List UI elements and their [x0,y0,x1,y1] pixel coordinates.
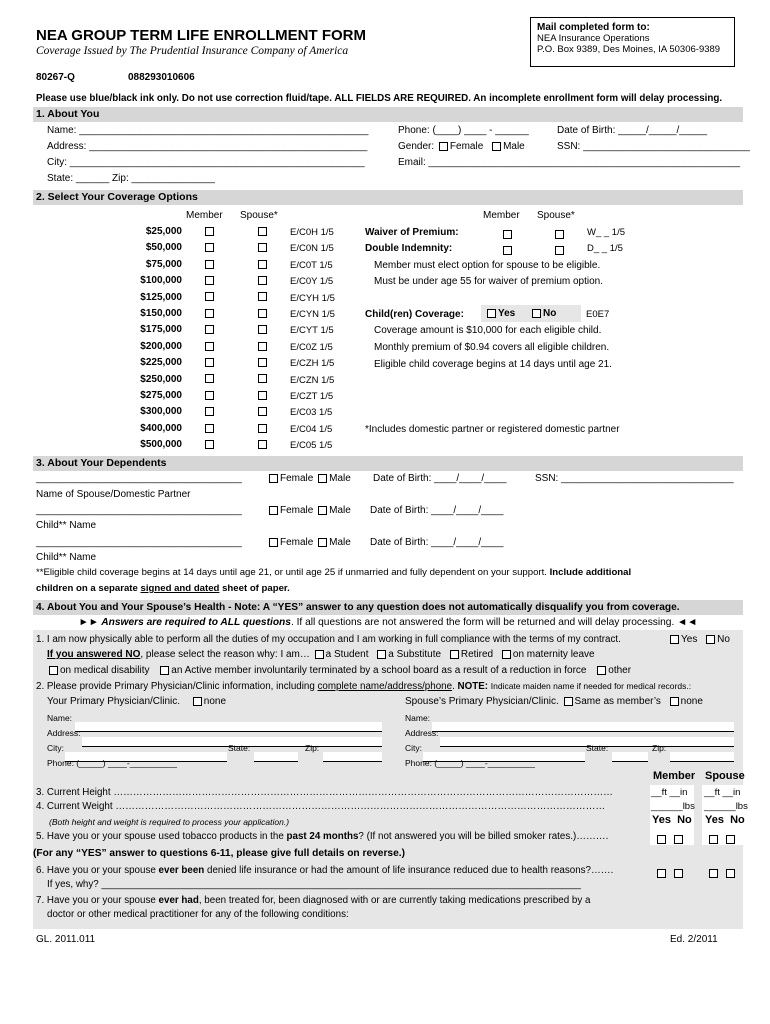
q1-yes-label: Yes [681,634,698,645]
coverage-member-checkbox[interactable] [203,324,216,335]
email-field[interactable]: Email: ________________________________________________________ [398,157,741,168]
spouse-physician-label: Spouse’s Primary Physician/Clinic. [405,696,559,707]
answers-required-banner [33,616,743,630]
question-7-cont: doctor or other medical practitioner for any of the following conditions: [47,909,349,920]
member-yes-header: Yes [652,814,671,826]
form-subtitle: Coverage Issued by The Prudential Insurance Company of America [36,45,349,57]
spouse-phys-name-input[interactable] [432,722,734,732]
q5-member-no[interactable] [674,835,683,844]
dependent-note-text: **Eligible child coverage begins at 14 days until age 21, or until age 25 if unmarried and fully dependent on your support. [36,567,547,578]
q2-text: 2. Please provide Primary Physician/Clinic information, including [36,681,315,692]
coverage-amount: $25,000 [145,226,182,237]
spouse-phys-zip-input[interactable] [670,752,734,762]
height-weight-note: (Both height and weight is required to process your application.) [49,817,290,827]
children-no-checkbox[interactable] [532,309,541,318]
gender-label: Gender: [398,141,435,152]
spouse-phys-city-label: City: [405,743,422,753]
spouse-male-checkbox[interactable] [318,474,327,483]
q1-reason-row-2 [47,665,631,676]
coverage-spouse-checkbox[interactable] [256,374,269,385]
q6-text-c: denied life insurance or had the amount of life insurance reduced due to health reasons?……. [207,865,614,876]
other-checkbox[interactable] [597,666,606,675]
q6-why-field[interactable]: If yes, why? ________________________________________________________________________________________ [47,879,581,890]
state-zip-field[interactable]: State: ______ Zip: _______________ [47,173,215,184]
child-note-3: Eligible child coverage begins at 14 days until age 21. [374,359,612,370]
coverage-code: E/CYH 1/5 [290,292,335,304]
coverage-amount: $400,000 [140,422,182,434]
coverage-code: E/C0N 1/5 [290,243,334,255]
q6-spouse-checkboxes [707,865,737,883]
mail-line1: NEA Insurance Operations [537,33,650,44]
spouse-phys-phone-field[interactable]: Phone: (_____) ____-__________ [405,758,535,768]
substitute-label: a Substitute [388,649,442,660]
question-7 [36,895,590,906]
child2-gender [267,537,351,548]
q6-text-a: 6. Have you or your spouse [36,865,156,876]
q5-spouse-checkboxes [707,831,737,849]
student-label: a Student [325,649,369,660]
spouse-gender [267,473,351,484]
dependent-line-1[interactable]: _____________________________________ [36,473,242,484]
q2-note-text: Indicate maiden name if needed for medical records.: [490,681,692,691]
coverage-member-checkbox[interactable] [203,374,216,385]
spouse-phys-name-label: Name: [405,713,431,723]
other-label: other [608,665,632,676]
maternity-checkbox[interactable] [502,650,511,659]
form-code: 80267-Q [36,72,75,83]
coverage-amount: $100,000 [140,275,182,287]
coverage-member-checkbox[interactable] [203,357,216,368]
spouse-phys-address-label: Address: [405,728,439,738]
section-1-header: 1. About You [33,107,743,122]
q1-no-checkbox[interactable] [706,635,715,644]
male-checkbox[interactable] [492,142,501,151]
double-member-checkbox[interactable] [501,242,514,260]
child2-male-label: Male [329,537,351,548]
children-yes-checkbox[interactable] [487,309,496,318]
maternity-label: on maternity leave [512,649,595,660]
question-4: 4. Current Weight …………………………………………………………………………………………………………………………………… [36,801,606,812]
q5-member-yes[interactable] [657,835,666,844]
spouse-height-field[interactable]: __ft __in [704,787,741,798]
coverage-member-checkbox[interactable] [203,242,216,253]
phys-name-label: Name: [47,713,73,723]
q1-yes-checkbox[interactable] [670,635,679,644]
coverage-code: E/CZN 1/5 [290,374,335,386]
double-code: D_ _ 1/5 [587,243,623,254]
mail-line2: P.O. Box 9389, Des Moines, IA 50306-9389 [537,44,721,55]
coverage-spouse-checkbox[interactable] [256,423,269,434]
section-3-header: 3. About Your Dependents [33,456,743,471]
coverage-amount: $275,000 [140,390,182,401]
phys-city-label: City: [47,743,64,753]
phone-field[interactable]: Phone: (____) ____ - ______ [398,125,529,136]
double-spouse-checkbox[interactable] [553,242,566,260]
male-label: Male [503,141,525,152]
coverage-spouse-checkbox[interactable] [256,406,269,417]
child2-female-label: Female [280,537,314,548]
your-physician-none-label: none [203,696,227,707]
coverage-code: E/C05 1/5 [290,440,333,452]
coverage-code: E/C0T 1/5 [290,259,333,271]
phys-zip-label: Zip: [305,743,320,753]
coverage-spouse-checkbox[interactable] [256,226,269,237]
note-waiver-age: Must be under age 55 for waiver of premium option. [374,276,604,287]
retired-checkbox[interactable] [450,650,459,659]
child2-name-label: Child** Name [36,552,97,563]
q1-reason: , please select the reason why: I am… [140,649,310,660]
child2-male-checkbox[interactable] [318,538,327,547]
child1-name-label: Child** Name [36,520,97,531]
details-note: (For any “YES” answer to questions 6-11, please give full details on reverse.) [33,848,405,859]
active-terminated-label: an Active member involuntarily terminated by a school board as a result of a reduction in force [171,665,587,676]
col-member-2: Member [483,210,520,221]
spouse-yes-header: Yes [705,814,724,826]
col-spouse-2: Spouse* [537,210,575,221]
child1-male-checkbox[interactable] [318,506,327,515]
city-field[interactable]: City: _____________________________________________________ [47,157,365,168]
spouse-physician-none-checkbox[interactable] [670,697,679,706]
q6-member-no[interactable] [674,869,683,878]
coverage-code: E/CYT 1/5 [290,325,334,337]
question-5 [36,831,608,842]
gender-group [398,141,525,152]
dob-field[interactable]: Date of Birth: _____/_____/_____ [557,125,708,136]
coverage-amount: $500,000 [140,439,182,451]
coverage-member-checkbox[interactable] [203,341,216,352]
answers-rest: . If all questions are not answered the form will be returned and will delay processing. ◄◄ [290,617,698,628]
child-note-2: Monthly premium of $0.94 covers all eligible children. [374,342,610,353]
child1-female-checkbox[interactable] [269,506,278,515]
coverage-spouse-checkbox[interactable] [256,242,269,253]
coverage-amount: $200,000 [140,340,182,352]
q5-spouse-yes[interactable] [709,835,718,844]
coverage-amount: $50,000 [145,242,182,254]
coverage-amount: $75,000 [145,258,182,270]
dependent-note-2 [36,583,290,594]
question-6 [36,865,613,876]
child1-dob-field[interactable]: Date of Birth: ____/____/____ [370,505,504,516]
child2-female-checkbox[interactable] [269,538,278,547]
q5-text-c: ? (If not answered you will be billed smoker rates.)………. [358,831,609,842]
spouse-male-label: Male [329,473,351,484]
children-yes-label: Yes [498,308,516,319]
q1-no-label: No [717,634,730,645]
double-label: Double Indemnity: [365,243,453,254]
phys-state-label: State: [228,743,251,753]
form-title: NEA GROUP TERM LIFE ENROLLMENT FORM [36,27,366,44]
name-field[interactable]: Name: ____________________________________________________ [47,125,369,136]
coverage-amount: $125,000 [140,291,182,303]
spouse-weight-field[interactable]: ______lbs [704,801,748,812]
q5-text-b: past 24 months [286,831,359,842]
phys-phone-field[interactable]: Phone: (_____) ____-__________ [47,758,177,768]
your-physician-label: Your Primary Physician/Clinic. [47,696,181,707]
question-3: 3. Current Height ……………………………………………………………………………………………………………………………………… [36,787,613,798]
coverage-amount: $175,000 [140,324,182,336]
coverage-amount: $150,000 [140,308,182,319]
retired-label: Retired [460,649,494,660]
coverage-spouse-checkbox[interactable] [256,292,269,303]
disability-label: on medical disability [60,665,150,676]
q6-text-b: ever been [158,865,205,876]
coverage-code: E/CZH 1/5 [290,358,335,370]
mail-box [530,17,735,67]
spouse-no-header: No [730,814,745,826]
mail-heading: Mail completed form to: [537,22,650,33]
member-no-header: No [677,814,692,826]
children-code: E0E7 [586,309,610,320]
spouse-name-label: Name of Spouse/Domestic Partner [36,489,191,500]
q6-member-checkboxes [655,865,685,883]
coverage-member-checkbox[interactable] [203,308,216,319]
children-no-label: No [543,308,557,319]
spouse-physician-row [405,696,703,707]
q5-member-checkboxes [655,831,685,849]
q7-text-a: 7. Have you or your spouse [36,895,156,906]
coverage-amount: $300,000 [140,406,182,418]
same-as-member-label: Same as member’s [574,696,661,707]
domestic-partner-footnote: *Includes domestic partner or registered domestic partner [365,424,620,435]
coverage-spouse-checkbox[interactable] [256,324,269,335]
phys-state-input[interactable] [254,752,298,762]
col-spouse: Spouse* [240,210,278,221]
spouse-physician-none-label: none [680,696,703,707]
spouse-female-checkbox[interactable] [269,474,278,483]
answers-lead: ►► Answers are required to ALL questions [78,617,291,628]
note-spouse-eligible: Member must elect option for spouse to be eligible. [374,260,601,271]
q1-reason-row [47,649,595,660]
instructions: Please use blue/black ink only. Do not use correction fluid/tape. ALL FIELDS ARE REQUIRED. An incomplete enrollment form will delay processing. [36,93,723,104]
child2-dob-field[interactable]: Date of Birth: ____/____/____ [370,537,504,548]
coverage-code: E/C0Y 1/5 [290,276,334,288]
address-field[interactable]: Address: __________________________________________________ [47,141,368,152]
child1-female-label: Female [280,505,314,516]
member-weight-field[interactable]: ______lbs [651,801,695,812]
children-label: Child(ren) Coverage: [365,309,464,320]
coverage-spouse-checkbox[interactable] [256,275,269,286]
child1-gender [267,505,351,516]
your-physician-none-checkbox[interactable] [193,697,202,706]
dependent-note-c: children on a separate [36,583,138,594]
q1-if-no: If you answered NO [47,649,141,660]
spouse-phys-zip-label: Zip: [652,743,667,753]
dependent-note-bold: Include additional [549,567,632,578]
coverage-code: E/C03 1/5 [290,407,333,419]
dependent-note-d: signed and dated [140,583,220,594]
footer-edition: Ed. 2/2011 [670,934,718,945]
q5-text-a: 5. Have you or your spouse used tobacco products in the [36,831,284,842]
spouse-female-label: Female [280,473,314,484]
dependent-line-2[interactable]: _____________________________________ [36,505,242,516]
spouse-yes-no-header [705,814,745,826]
coverage-spouse-checkbox[interactable] [256,439,269,450]
coverage-spouse-checkbox[interactable] [256,390,269,401]
child1-male-label: Male [329,505,351,516]
question-2: 2. Please provide Primary Physician/Clinic information, including complete name/address/phone. NOTE: Indicate maiden name if needed for medical records.: [36,681,692,692]
waiver-code: W_ _ 1/5 [587,227,626,238]
substitute-checkbox[interactable] [377,650,386,659]
spouse-phys-state-label: State: [586,743,609,753]
coverage-member-checkbox[interactable] [203,423,216,434]
coverage-spouse-checkbox[interactable] [256,357,269,368]
children-options [485,308,556,319]
coverage-spouse-checkbox[interactable] [256,341,269,352]
coverage-member-checkbox[interactable] [203,259,216,270]
dependent-note [36,567,631,578]
coverage-code: E/CZT 1/5 [290,391,334,402]
member-column-label: Member [653,770,696,782]
active-terminated-checkbox[interactable] [160,666,169,675]
member-yes-no-header [652,814,692,826]
q2-note: NOTE: [457,681,488,692]
female-checkbox[interactable] [439,142,448,151]
coverage-code: E/CYN 1/5 [290,309,335,320]
member-height-field[interactable]: __ft __in [651,787,688,798]
q5-spouse-no[interactable] [726,835,735,844]
dependent-line-3[interactable]: _____________________________________ [36,537,242,548]
coverage-amount: $225,000 [140,357,182,369]
child-note-1: Coverage amount is $10,000 for each eligible child. [374,325,602,336]
waiver-label: Waiver of Premium: [365,227,459,238]
ssn-field[interactable]: SSN: ______________________________ [557,141,750,152]
coverage-amount: $250,000 [140,373,182,385]
coverage-member-checkbox[interactable] [203,226,216,237]
coverage-code: E/C04 1/5 [290,423,333,435]
q6-member-yes[interactable] [657,869,666,878]
section-4-header: 4. About You and Your Spouse’s Health - Note: A “YES” answer to any question does not automatically disqualify you from coverage. [33,600,743,615]
coverage-member-checkbox[interactable] [203,390,216,401]
section-2-header: 2. Select Your Coverage Options [33,190,743,205]
q6-spouse-no[interactable] [726,869,735,878]
phys-name-input[interactable] [75,722,382,732]
form-number: 088293010606 [128,72,195,83]
same-as-member-checkbox[interactable] [564,697,573,706]
coverage-spouse-checkbox[interactable] [256,308,269,319]
disability-checkbox[interactable] [49,666,58,675]
q2-underlined: complete name/address/phone [317,681,453,692]
coverage-member-checkbox[interactable] [203,292,216,303]
q7-text-b: ever had [158,895,199,906]
q1-options [668,634,730,645]
female-label: Female [449,141,484,152]
spouse-column-label: Spouse [705,770,745,782]
question-1: 1. I am now physically able to perform all the duties of my occupation and I am working in full compliance with the terms of my contract. [36,634,621,645]
footer-form-id: GL. 2011.011 [36,934,96,945]
spouse-phys-state-input[interactable] [612,752,648,762]
coverage-code: E/C0H 1/5 [290,227,334,238]
coverage-spouse-checkbox[interactable] [256,259,269,270]
coverage-member-checkbox[interactable] [203,439,216,450]
q7-text-c: , been treated for, been diagnosed with or are currently taking medications prescribed by a [198,895,591,906]
spouse-ssn-field[interactable]: SSN: _______________________________ [535,473,734,484]
spouse-dob-field[interactable]: Date of Birth: ____/____/____ [373,473,507,484]
coverage-code: E/C0Z 1/5 [290,341,333,353]
phys-address-label: Address: [47,728,81,738]
q6-spouse-yes[interactable] [709,869,718,878]
dependent-note-e: sheet of paper. [222,583,290,594]
coverage-member-checkbox[interactable] [203,275,216,286]
student-checkbox[interactable] [315,650,324,659]
coverage-member-checkbox[interactable] [203,406,216,417]
phys-zip-input[interactable] [323,752,382,762]
your-physician-row [47,696,226,707]
col-member: Member [186,210,223,221]
